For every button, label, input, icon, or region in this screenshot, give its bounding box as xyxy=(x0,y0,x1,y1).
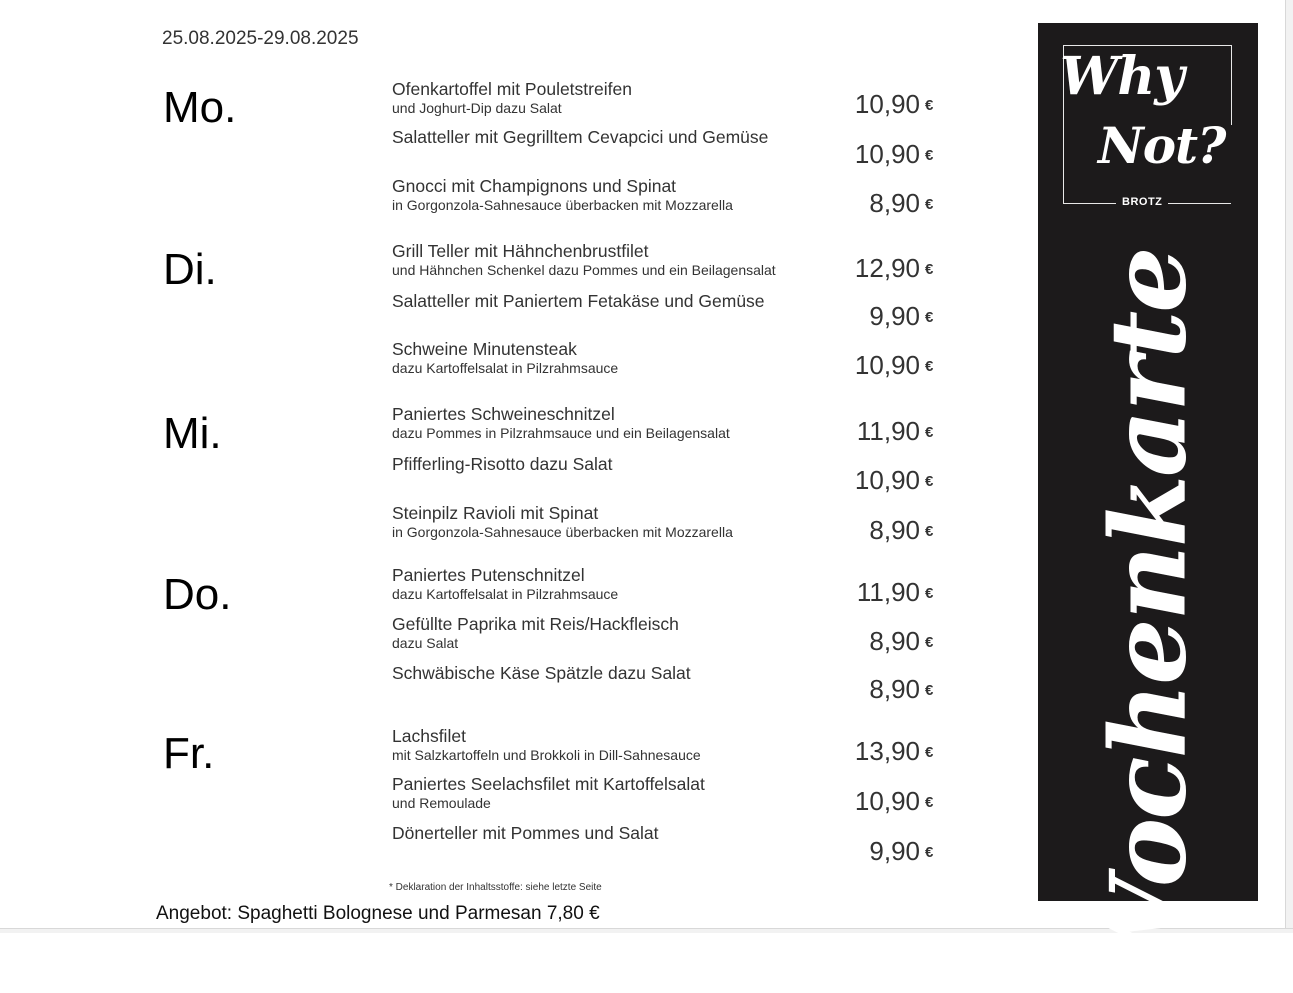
dish-name: Gefüllte Paprika mit Reis/Hackfleisch xyxy=(392,614,679,634)
dish-description: in Gorgonzola-Sahnesauce überbacken mit Mozzarella xyxy=(392,197,733,214)
dish-description: und Hähnchen Schenkel dazu Pommes und ein Beilagensalat xyxy=(392,262,776,279)
dish-thursday-2 xyxy=(392,614,832,651)
logo-brand: BROTZ xyxy=(1116,196,1168,208)
date-range: 25.08.2025-29.08.2025 xyxy=(162,28,359,49)
dish-name: Salatteller mit Gegrilltem Cevapcici und Gemüse xyxy=(392,127,769,147)
dish-name: Paniertes Putenschnitzel xyxy=(392,565,585,585)
dish-price: 8,90 xyxy=(869,188,920,218)
euro-symbol: € xyxy=(925,97,934,114)
dish-description: dazu Kartoffelsalat in Pilzrahmsauce xyxy=(392,360,619,377)
day-label-wednesday: Mi. xyxy=(163,409,222,458)
dish-price: 8,90 xyxy=(869,674,920,704)
day-label-friday: Fr. xyxy=(163,729,215,778)
dish-name: Schwäbische Käse Spätzle dazu Salat xyxy=(392,663,691,683)
dish-price: 10,90 xyxy=(854,139,920,169)
dish-price: 11,90 xyxy=(856,577,920,607)
dish-monday-2 xyxy=(392,127,832,147)
dish-name: Salatteller mit Paniertem Fetakäse und Gemüse xyxy=(392,291,765,311)
dish-price: 9,90 xyxy=(869,301,920,331)
dish-monday-3 xyxy=(392,176,832,213)
dish-price: 12,90 xyxy=(854,253,920,283)
dish-description: mit Salzkartoffeln und Brokkoli in Dill-Sahnesauce xyxy=(392,747,701,764)
dish-price: 10,90 xyxy=(854,786,920,816)
dish-price: 10,90 xyxy=(854,465,920,495)
euro-symbol: € xyxy=(925,794,934,811)
logo-text-why: Why xyxy=(1060,46,1184,107)
logo-text-not: Not? xyxy=(1098,116,1226,175)
euro-symbol: € xyxy=(925,744,934,761)
euro-symbol: € xyxy=(925,585,934,602)
dish-description: in Gorgonzola-Sahnesauce überbacken mit Mozzarella xyxy=(392,524,733,541)
dish-description: dazu Kartoffelsalat in Pilzrahmsauce xyxy=(392,586,619,603)
dish-description: und Remoulade xyxy=(392,795,491,812)
euro-symbol: € xyxy=(925,196,934,213)
side-banner xyxy=(1038,23,1258,993)
dish-name: Schweine Minutensteak xyxy=(392,339,577,359)
dish-description: dazu Salat xyxy=(392,635,459,652)
euro-symbol: € xyxy=(925,358,934,375)
dish-tuesday-3 xyxy=(392,339,832,376)
day-label-tuesday: Di. xyxy=(163,245,217,294)
dish-tuesday-2 xyxy=(392,291,832,311)
euro-symbol: € xyxy=(925,424,934,441)
dish-wednesday-2 xyxy=(392,454,832,474)
dish-name: Ofenkartoffel mit Pouletstreifen xyxy=(392,79,632,99)
dish-friday-1 xyxy=(392,726,832,763)
footnote: * Deklaration der Inhaltsstoffe: siehe letzte Seite xyxy=(389,882,602,893)
dish-price: 9,90 xyxy=(869,836,920,866)
dish-name: Grill Teller mit Hähnchenbrustfilet xyxy=(392,241,649,261)
dish-friday-3 xyxy=(392,823,832,843)
dish-thursday-1 xyxy=(392,565,832,602)
dish-price: 11,90 xyxy=(856,416,920,446)
euro-symbol: € xyxy=(925,309,934,326)
banner-title: Wochenkarte xyxy=(1086,248,1210,993)
dish-name: Lachsfilet xyxy=(392,726,466,746)
euro-symbol: € xyxy=(925,473,934,490)
dish-name: Steinpilz Ravioli mit Spinat xyxy=(392,503,599,523)
dish-thursday-3 xyxy=(392,663,832,683)
dish-monday-1 xyxy=(392,79,832,116)
dish-name: Paniertes Schweineschnitzel xyxy=(392,404,615,424)
euro-symbol: € xyxy=(925,634,934,651)
dish-price: 10,90 xyxy=(854,350,920,380)
euro-symbol: € xyxy=(925,261,934,278)
day-label-thursday: Do. xyxy=(163,570,232,619)
euro-symbol: € xyxy=(925,682,934,699)
dish-name: Dönerteller mit Pommes und Salat xyxy=(392,823,659,843)
dish-wednesday-1 xyxy=(392,404,832,441)
dish-friday-2 xyxy=(392,774,832,811)
special-offer: Angebot: Spaghetti Bolognese und Parmesan 7,80 € xyxy=(156,903,600,924)
dish-wednesday-3 xyxy=(392,503,832,540)
dish-name: Gnocci mit Champignons und Spinat xyxy=(392,176,677,196)
dish-price: 8,90 xyxy=(869,626,920,656)
dish-description: und Joghurt-Dip dazu Salat xyxy=(392,100,562,117)
page-edge-right xyxy=(1285,0,1293,932)
dish-price: 8,90 xyxy=(869,515,920,545)
logo-frame-right xyxy=(1231,45,1232,125)
euro-symbol: € xyxy=(925,523,934,540)
dish-price: 13,90 xyxy=(854,736,920,766)
day-label-monday: Mo. xyxy=(163,83,237,132)
dish-tuesday-1 xyxy=(392,241,832,278)
euro-symbol: € xyxy=(925,147,934,164)
dish-price: 10,90 xyxy=(854,89,920,119)
dish-description: dazu Pommes in Pilzrahmsauce und ein Beilagensalat xyxy=(392,425,730,442)
dish-name: Paniertes Seelachsfilet mit Kartoffelsalat xyxy=(392,774,705,794)
euro-symbol: € xyxy=(925,844,934,861)
dish-name: Pfifferling-Risotto dazu Salat xyxy=(392,454,613,474)
